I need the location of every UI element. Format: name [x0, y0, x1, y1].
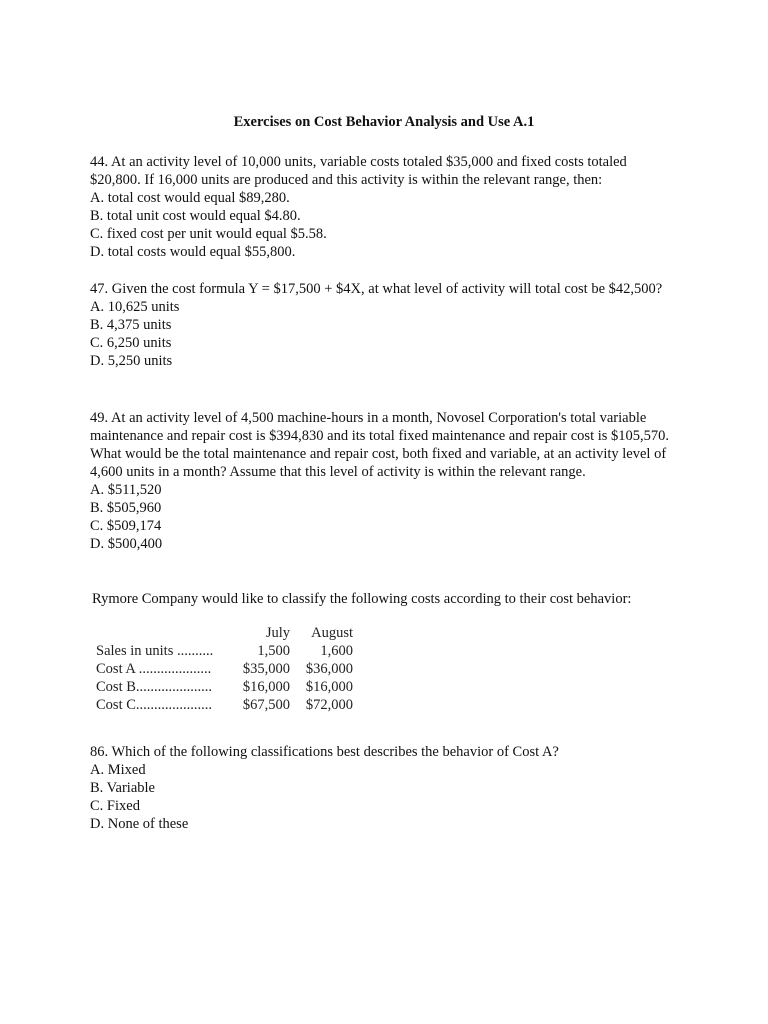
answer-option: B. 4,375 units	[90, 317, 172, 333]
answer-option: B. Variable	[90, 780, 155, 796]
document-title: Exercises on Cost Behavior Analysis and Use A.1	[233, 114, 535, 130]
question-47	[90, 280, 680, 370]
answer-option: C. $509,174	[90, 518, 162, 534]
question-44	[90, 153, 680, 261]
table-cell-july: $16,000	[242, 679, 290, 695]
question-stem: 86. Which of the following classifications best describes the behavior of Cost A?	[90, 744, 559, 760]
table-row-label: Cost B.....................	[96, 679, 213, 695]
table-cell-august: 1,600	[320, 643, 353, 659]
table-row	[96, 696, 353, 714]
table-header-august: August	[311, 625, 353, 641]
answer-option: A. Mixed	[90, 762, 146, 778]
answer-option: B. $505,960	[90, 500, 162, 516]
answer-option: C. 6,250 units	[90, 335, 172, 351]
answer-option: B. total unit cost would equal $4.80.	[90, 208, 301, 224]
table-row-label: Cost C.....................	[96, 697, 213, 713]
table-row	[96, 642, 353, 660]
answer-option: A. total cost would equal $89,280.	[90, 190, 290, 206]
table-row	[96, 660, 353, 678]
table-header-row	[96, 624, 353, 642]
table-cell-august: $16,000	[305, 679, 353, 695]
table-row-label: Sales in units ..........	[96, 643, 214, 659]
question-49	[90, 409, 680, 553]
question-86	[90, 743, 680, 833]
answer-option: D. None of these	[90, 816, 189, 832]
table-cell-july: $35,000	[242, 661, 290, 677]
answer-option: C. fixed cost per unit would equal $5.58.	[90, 226, 327, 242]
table-cell-august: $36,000	[305, 661, 353, 677]
answer-option: A. 10,625 units	[90, 299, 180, 315]
cost-table	[96, 624, 353, 714]
answer-option: D. $500,400	[90, 536, 163, 552]
question-stem: 44. At an activity level of 10,000 units, variable costs totaled $35,000 and fixed costs totaled $20,800. If 16,000 units are produced and this activity is within the relevant range, then:	[90, 154, 627, 188]
answer-option: C. Fixed	[90, 798, 140, 814]
question-stem: 47. Given the cost formula Y = $17,500 + $4X, at what level of activity will total cost be $42,500?	[90, 281, 663, 297]
table-cell-august: $72,000	[305, 697, 353, 713]
answer-option: D. total costs would equal $55,800.	[90, 244, 296, 260]
table-row-label: Cost A ....................	[96, 661, 212, 677]
table-row	[96, 678, 353, 696]
table-cell-july: $67,500	[242, 697, 290, 713]
table-header-july: July	[265, 625, 290, 641]
answer-option: D. 5,250 units	[90, 353, 173, 369]
table-cell-july: 1,500	[257, 643, 290, 659]
table-header-cell	[96, 624, 236, 642]
table-intro: Rymore Company would like to classify the following costs according to their cost behavior:	[92, 591, 632, 607]
question-stem: 49. At an activity level of 4,500 machine-hours in a month, Novosel Corporation's total variable maintenance and repair cost is $394,830 and its total fixed maintenance and repair cost is $105,570. What would be the total maintenance and repair cost, both fixed and variable, at an activity level of 4,600 units in a month? Assume that this level of activity is within the relevant range.	[90, 410, 670, 480]
answer-option: A. $511,520	[90, 482, 162, 498]
